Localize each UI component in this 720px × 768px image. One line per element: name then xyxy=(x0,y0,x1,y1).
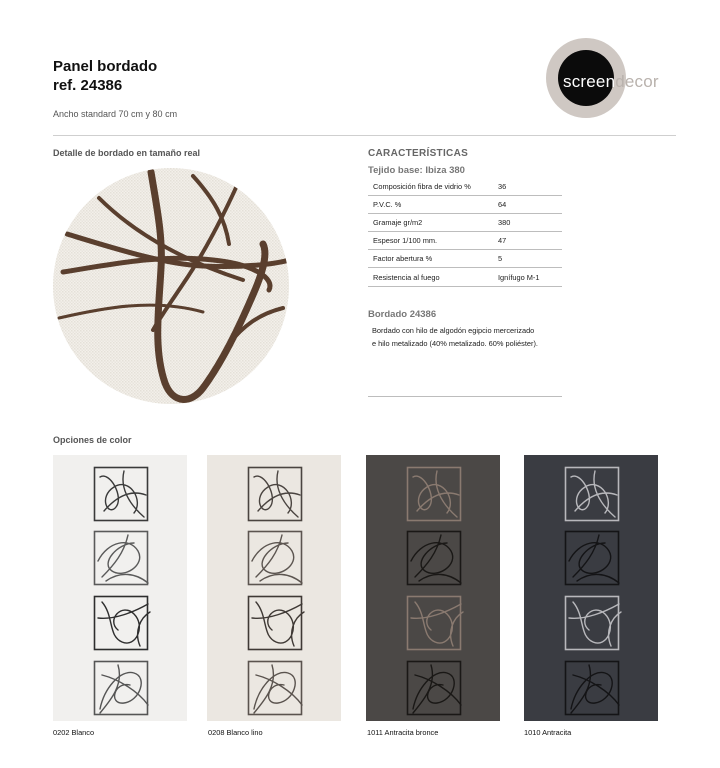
embroidery-square xyxy=(408,468,461,521)
embroidery-square xyxy=(566,532,620,585)
embroidery-square xyxy=(95,662,149,715)
spec-value: Ignífugo M-1 xyxy=(498,268,562,286)
color-swatch[interactable] xyxy=(524,455,658,721)
characteristics-title: CARACTERÍSTICAS xyxy=(368,148,469,159)
product-title xyxy=(53,57,157,95)
embroidery-square xyxy=(95,532,149,585)
swatch-embroidery xyxy=(53,455,187,721)
width-subtitle: Ancho standard 70 cm y 80 cm xyxy=(53,109,178,119)
table-row xyxy=(368,268,562,286)
embroidery-square xyxy=(408,662,462,715)
table-row xyxy=(368,250,562,268)
swatch-embroidery xyxy=(366,455,500,721)
embroidery-square xyxy=(249,468,302,521)
embroidery-square xyxy=(408,532,462,585)
embroidery-square xyxy=(566,597,622,650)
logo-text-decor: decor xyxy=(615,72,659,91)
table-row xyxy=(368,232,562,250)
embroidery-square xyxy=(249,532,303,585)
spec-label: Gramaje gr/m2 xyxy=(368,214,498,232)
embroidery-description xyxy=(372,324,572,350)
title-line-2: ref. 24386 xyxy=(53,77,123,94)
spec-value: 47 xyxy=(498,232,562,250)
embroidery-square xyxy=(95,597,151,650)
swatch-embroidery xyxy=(207,455,341,721)
detail-label: Detalle de bordado en tamaño real xyxy=(53,148,201,158)
color-swatch-label: 1010 Antracita xyxy=(524,728,572,737)
logo-text xyxy=(563,72,659,92)
spec-label: P.V.C. % xyxy=(368,196,498,214)
color-swatch[interactable] xyxy=(366,455,500,721)
embroidery-square xyxy=(566,468,619,521)
embroidery-square xyxy=(249,597,305,650)
embroidery-divider xyxy=(368,396,562,397)
logo-text-screen: screen xyxy=(563,72,616,91)
embroidery-square xyxy=(408,597,464,650)
header-divider xyxy=(53,135,676,136)
table-row xyxy=(368,214,562,232)
embroidery-detail-svg xyxy=(53,168,289,404)
title-line-1: Panel bordado xyxy=(53,58,158,75)
color-swatch[interactable] xyxy=(207,455,341,721)
color-swatch-label: 0208 Blanco lino xyxy=(208,728,263,737)
spec-label: Resistencia al fuego xyxy=(368,268,498,286)
color-swatch[interactable] xyxy=(53,455,187,721)
color-options-label: Opciones de color xyxy=(53,435,132,445)
swatch-embroidery xyxy=(524,455,658,721)
spec-label: Factor abertura % xyxy=(368,250,498,268)
embroidery-line-2: e hilo metalizado (40% metalizado. 60% poliéster). xyxy=(372,339,538,348)
spec-value: 380 xyxy=(498,214,562,232)
spec-value: 64 xyxy=(498,196,562,214)
specs-table xyxy=(368,178,562,287)
spec-value: 36 xyxy=(498,178,562,196)
embroidery-square xyxy=(249,662,303,715)
color-swatch-label: 1011 Antracita bronce xyxy=(367,728,439,737)
base-fabric: Tejido base: Ibiza 380 xyxy=(368,165,465,176)
embroidery-square xyxy=(95,468,148,521)
embroidery-line-1: Bordado con hilo de algodón egipcio mercerizado xyxy=(372,326,535,335)
embroidery-detail-image xyxy=(53,168,289,404)
spec-label: Composición fibra de vidrio % xyxy=(368,178,498,196)
spec-value: 5 xyxy=(498,250,562,268)
embroidery-square xyxy=(566,662,620,715)
spec-label: Espesor 1/100 mm. xyxy=(368,232,498,250)
embroidery-title: Bordado 24386 xyxy=(368,309,437,320)
color-swatch-label: 0202 Blanco xyxy=(53,728,95,737)
table-row xyxy=(368,196,562,214)
table-row xyxy=(368,178,562,196)
